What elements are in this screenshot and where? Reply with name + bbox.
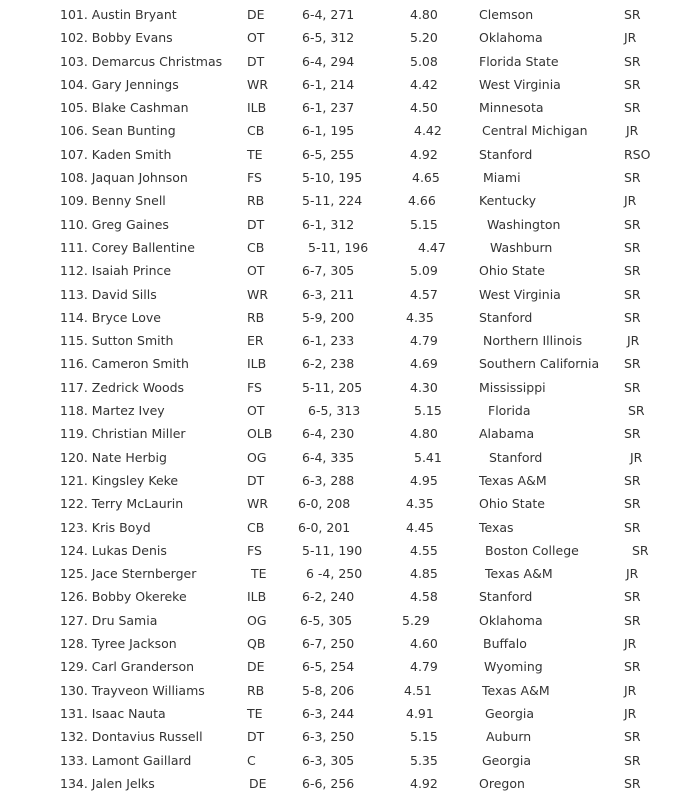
player-school: Southern California: [479, 356, 600, 372]
player-height-weight: 6-5, 312: [302, 30, 355, 46]
player-position: DE: [247, 7, 265, 22]
player-forty-time: 4.51: [404, 682, 432, 698]
player-height-weight: 6-3, 288: [302, 472, 355, 488]
player-forty-time: 4.85: [410, 566, 438, 582]
player-forty-time: 4.65: [412, 170, 440, 186]
player-height-weight: 6-1, 214: [302, 76, 355, 92]
player-forty-time: 4.95: [410, 472, 438, 488]
player-height-weight: 6 -4, 250: [306, 566, 363, 582]
table-row: [0, 655, 682, 678]
player-class: SR: [624, 589, 641, 605]
player-forty-time: 4.91: [406, 705, 434, 721]
player-school: West Virginia: [479, 286, 561, 302]
player-height-weight: 6-3, 244: [302, 705, 355, 721]
player-position: ER: [247, 333, 264, 349]
player-position: DT: [247, 53, 265, 69]
player-height-weight: 5-11, 224: [302, 193, 363, 209]
table-row: [0, 96, 682, 119]
player-forty-time: 4.30: [410, 379, 438, 395]
player-rank-name: 118. Martez Ivey: [60, 403, 165, 419]
player-school: Stanford: [479, 146, 533, 162]
table-row: [0, 119, 682, 142]
player-school: Georgia: [482, 752, 532, 768]
player-class: RSO: [624, 146, 651, 162]
player-height-weight: 6-7, 250: [302, 636, 355, 652]
player-forty-time: 4.45: [406, 519, 434, 535]
player-position: DT: [247, 216, 265, 232]
table-row: [0, 50, 682, 73]
table-row: [0, 143, 682, 166]
player-class: JR: [626, 566, 639, 582]
player-school: Stanford: [479, 309, 533, 325]
player-class: SR: [624, 729, 641, 745]
player-position: CB: [247, 239, 265, 255]
player-rank-name: 123. Kris Boyd: [60, 519, 151, 535]
player-rank-name: 103. Demarcus Christmas: [60, 53, 223, 69]
table-row: [0, 236, 682, 259]
player-rank-name: 125. Jace Sternberger: [60, 566, 197, 582]
player-rank-name: 120. Nate Herbig: [60, 449, 167, 465]
table-row: [0, 422, 682, 445]
player-forty-time: 4.60: [410, 636, 438, 652]
player-class: SR: [628, 403, 645, 419]
player-position: ILB: [247, 100, 267, 116]
player-school: Auburn: [486, 729, 532, 745]
player-class: JR: [626, 123, 639, 139]
player-position: OT: [247, 30, 265, 46]
player-class: SR: [624, 286, 641, 302]
player-position: OT: [247, 403, 265, 419]
table-row: [0, 725, 682, 748]
player-position: DE: [249, 775, 267, 791]
player-position: CB: [247, 519, 265, 535]
player-rank-name: 130. Trayveon Williams: [60, 682, 205, 698]
player-height-weight: 6-1, 195: [302, 123, 355, 139]
player-school: Miami: [483, 170, 521, 186]
player-class: JR: [624, 30, 637, 46]
player-rank-name: 126. Bobby Okereke: [60, 589, 187, 605]
player-position: QB: [247, 636, 266, 652]
player-school: Kentucky: [479, 193, 537, 209]
player-position: FS: [247, 379, 262, 395]
prospect-rankings-list: [0, 3, 682, 795]
player-height-weight: 6-6, 256: [302, 775, 355, 791]
player-class: SR: [624, 379, 641, 395]
player-class: JR: [624, 636, 637, 652]
player-school: Oklahoma: [479, 612, 543, 628]
player-rank-name: 121. Kingsley Keke: [60, 472, 179, 488]
player-class: SR: [624, 170, 641, 186]
table-row: [0, 772, 682, 795]
player-height-weight: 5-11, 190: [302, 542, 363, 558]
player-position: WR: [247, 286, 269, 302]
table-row: [0, 26, 682, 49]
player-school: Texas A&M: [479, 472, 547, 488]
player-forty-time: 4.79: [410, 659, 438, 675]
player-school: Wyoming: [484, 659, 543, 675]
player-school: Mississippi: [479, 379, 546, 395]
player-class: SR: [624, 356, 641, 372]
player-school: Oregon: [479, 775, 525, 791]
player-class: JR: [627, 333, 640, 349]
player-rank-name: 101. Austin Bryant: [60, 7, 177, 22]
player-position: ILB: [247, 356, 267, 372]
player-rank-name: 111. Corey Ballentine: [60, 239, 195, 255]
player-rank-name: 112. Isaiah Prince: [60, 263, 172, 279]
player-forty-time: 5.41: [414, 449, 442, 465]
player-height-weight: 5-11, 196: [308, 239, 369, 255]
player-height-weight: 5-11, 205: [302, 379, 363, 395]
player-position: WR: [247, 76, 269, 92]
player-school: Florida: [488, 403, 531, 419]
player-class: SR: [632, 542, 649, 558]
player-rank-name: 106. Sean Bunting: [60, 123, 176, 139]
player-forty-time: 5.29: [402, 612, 430, 628]
player-class: SR: [624, 752, 641, 768]
table-row: [0, 469, 682, 492]
player-height-weight: 6-5, 313: [308, 403, 361, 419]
player-school: Alabama: [479, 426, 535, 442]
player-rank-name: 110. Greg Gaines: [60, 216, 169, 232]
player-class: JR: [624, 705, 637, 721]
player-rank-name: 108. Jaquan Johnson: [60, 170, 188, 186]
player-position: RB: [247, 193, 265, 209]
player-school: Stanford: [489, 449, 543, 465]
player-position: FS: [247, 542, 262, 558]
player-position: TE: [247, 146, 263, 162]
player-position: DT: [247, 729, 265, 745]
table-row: [0, 539, 682, 562]
player-class: SR: [624, 100, 641, 116]
player-class: SR: [624, 426, 641, 442]
player-class: SR: [624, 519, 641, 535]
player-forty-time: 4.80: [410, 7, 438, 22]
player-position: OG: [247, 449, 267, 465]
player-forty-time: 5.20: [410, 30, 438, 46]
player-position: OG: [247, 612, 267, 628]
player-rank-name: 127. Dru Samia: [60, 612, 158, 628]
player-forty-time: 5.15: [410, 216, 438, 232]
player-class: SR: [624, 472, 641, 488]
player-school: Washington: [487, 216, 561, 232]
player-class: SR: [624, 76, 641, 92]
player-rank-name: 133. Lamont Gaillard: [60, 752, 192, 768]
player-school: Northern Illinois: [483, 333, 583, 349]
player-height-weight: 5-10, 195: [302, 170, 363, 186]
player-height-weight: 6-5, 305: [300, 612, 353, 628]
player-rank-name: 102. Bobby Evans: [60, 30, 173, 46]
player-rank-name: 115. Sutton Smith: [60, 333, 174, 349]
player-forty-time: 5.09: [410, 263, 438, 279]
player-position: OLB: [247, 426, 273, 442]
player-height-weight: 6-4, 335: [302, 449, 355, 465]
player-rank-name: 134. Jalen Jelks: [60, 775, 155, 791]
player-rank-name: 122. Terry McLaurin: [60, 496, 184, 512]
player-class: SR: [624, 53, 641, 69]
player-forty-time: 4.92: [410, 146, 438, 162]
player-height-weight: 6-1, 233: [302, 333, 355, 349]
player-rank-name: 132. Dontavius Russell: [60, 729, 203, 745]
table-row: [0, 492, 682, 515]
table-row: [0, 73, 682, 96]
player-forty-time: 5.15: [414, 403, 442, 419]
player-position: RB: [247, 682, 265, 698]
player-height-weight: 6-1, 237: [302, 100, 355, 116]
player-height-weight: 6-4, 230: [302, 426, 355, 442]
player-height-weight: 6-5, 255: [302, 146, 355, 162]
player-school: Ohio State: [479, 263, 545, 279]
table-row: [0, 376, 682, 399]
player-forty-time: 4.35: [406, 309, 434, 325]
player-height-weight: 6-3, 211: [302, 286, 355, 302]
player-forty-time: 4.79: [410, 333, 438, 349]
player-height-weight: 6-2, 238: [302, 356, 355, 372]
player-height-weight: 6-4, 271: [302, 7, 355, 22]
player-forty-time: 4.42: [414, 123, 442, 139]
player-rank-name: 104. Gary Jennings: [60, 76, 179, 92]
player-class: SR: [624, 775, 641, 791]
player-class: SR: [624, 239, 641, 255]
table-row: [0, 283, 682, 306]
player-school: Buffalo: [483, 636, 527, 652]
player-school: Georgia: [485, 705, 535, 721]
player-school: Ohio State: [479, 496, 545, 512]
player-height-weight: 6-1, 312: [302, 216, 355, 232]
player-height-weight: 6-7, 305: [302, 263, 355, 279]
table-row: [0, 189, 682, 212]
table-row: [0, 702, 682, 725]
player-height-weight: 6-2, 240: [302, 589, 355, 605]
table-row: [0, 446, 682, 469]
player-rank-name: 109. Benny Snell: [60, 193, 166, 209]
player-forty-time: 5.15: [410, 729, 438, 745]
player-height-weight: 6-5, 254: [302, 659, 355, 675]
player-forty-time: 4.47: [418, 239, 446, 255]
player-height-weight: 6-3, 305: [302, 752, 355, 768]
table-row: [0, 585, 682, 608]
player-school: Stanford: [479, 589, 533, 605]
player-class: JR: [624, 682, 637, 698]
player-school: Florida State: [479, 53, 559, 69]
player-forty-time: 4.35: [406, 496, 434, 512]
table-row: [0, 329, 682, 352]
player-class: SR: [624, 612, 641, 628]
player-forty-time: 4.57: [410, 286, 438, 302]
table-row: [0, 632, 682, 655]
player-rank-name: 113. David Sills: [60, 286, 157, 302]
player-school: Oklahoma: [479, 30, 543, 46]
player-class: SR: [624, 309, 641, 325]
player-school: Washburn: [490, 239, 553, 255]
player-rank-name: 128. Tyree Jackson: [60, 636, 177, 652]
table-row: [0, 516, 682, 539]
player-rank-name: 117. Zedrick Woods: [60, 379, 185, 395]
player-position: FS: [247, 170, 262, 186]
player-class: SR: [624, 496, 641, 512]
player-forty-time: 4.80: [410, 426, 438, 442]
table-row: [0, 166, 682, 189]
player-rank-name: 105. Blake Cashman: [60, 100, 189, 116]
player-forty-time: 4.55: [410, 542, 438, 558]
player-height-weight: 6-4, 294: [302, 53, 355, 69]
table-row: [0, 749, 682, 772]
player-position: CB: [247, 123, 265, 139]
player-forty-time: 4.69: [410, 356, 438, 372]
player-school: Texas A&M: [482, 682, 550, 698]
player-position: DE: [247, 659, 265, 675]
player-school: Central Michigan: [482, 123, 588, 139]
player-rank-name: 114. Bryce Love: [60, 309, 161, 325]
table-row: [0, 3, 682, 26]
player-class: SR: [624, 7, 641, 22]
player-position: TE: [251, 566, 267, 582]
table-row: [0, 679, 682, 702]
player-rank-name: 131. Isaac Nauta: [60, 705, 166, 721]
player-forty-time: 4.50: [410, 100, 438, 116]
player-position: C: [247, 752, 256, 768]
player-forty-time: 4.66: [408, 193, 436, 209]
table-row: [0, 352, 682, 375]
player-forty-time: 5.35: [410, 752, 438, 768]
player-height-weight: 6-0, 201: [298, 519, 351, 535]
player-position: DT: [247, 472, 265, 488]
player-position: TE: [247, 705, 263, 721]
table-row: [0, 562, 682, 585]
player-height-weight: 6-0, 208: [298, 496, 351, 512]
player-school: Texas: [479, 519, 514, 535]
player-position: WR: [247, 496, 269, 512]
player-forty-time: 4.58: [410, 589, 438, 605]
player-school: West Virginia: [479, 76, 561, 92]
player-rank-name: 107. Kaden Smith: [60, 146, 172, 162]
player-forty-time: 4.92: [410, 775, 438, 791]
player-rank-name: 129. Carl Granderson: [60, 659, 195, 675]
player-height-weight: 5-9, 200: [302, 309, 355, 325]
player-position: RB: [247, 309, 265, 325]
player-school: Boston College: [485, 542, 579, 558]
table-row: [0, 399, 682, 422]
player-class: SR: [624, 263, 641, 279]
table-row: [0, 609, 682, 632]
player-position: ILB: [247, 589, 267, 605]
player-forty-time: 4.42: [410, 76, 438, 92]
player-class: JR: [630, 449, 643, 465]
player-height-weight: 5-8, 206: [302, 682, 355, 698]
player-rank-name: 116. Cameron Smith: [60, 356, 189, 372]
player-position: OT: [247, 263, 265, 279]
player-height-weight: 6-3, 250: [302, 729, 355, 745]
player-forty-time: 5.08: [410, 53, 438, 69]
table-row: [0, 213, 682, 236]
player-class: JR: [624, 193, 637, 209]
table-row: [0, 306, 682, 329]
player-class: SR: [624, 659, 641, 675]
player-rank-name: 124. Lukas Denis: [60, 542, 167, 558]
table-row: [0, 259, 682, 282]
player-rank-name: 119. Christian Miller: [60, 426, 186, 442]
player-school: Minnesota: [479, 100, 544, 116]
player-school: Texas A&M: [485, 566, 553, 582]
player-school: Clemson: [479, 7, 534, 22]
player-class: SR: [624, 216, 641, 232]
